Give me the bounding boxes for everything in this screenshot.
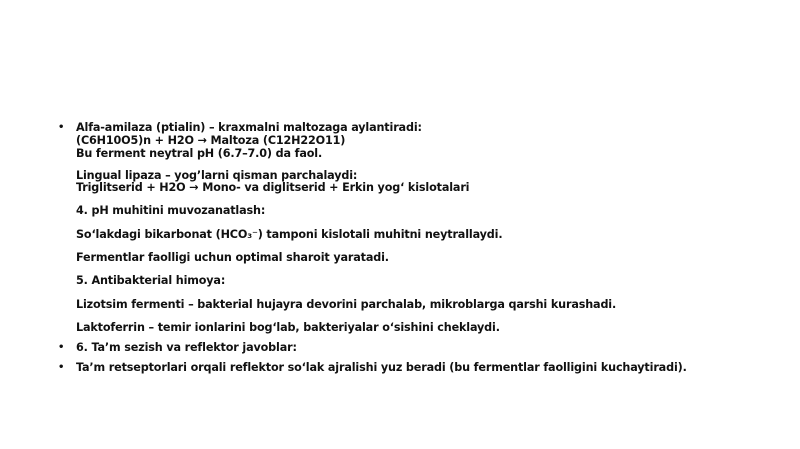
text-line: Laktoferrin – temir ionlarini bog‘lab, bakteriyalar o‘sishini cheklaydi. [76,321,500,334]
text-line: Triglitserid + H2O → Mono- va diglitserid + Erkin yog‘ kislotalari [76,181,470,194]
bullet-marker: • [58,362,65,373]
text-line: Alfa-amilaza (ptialin) – kraxmalni maltozaga aylantiradi: [76,121,422,134]
text-line: Bu ferment neytral pH (6.7–7.0) da faol. [76,147,323,160]
text-line: (C6H10O5)n + H2O → Maltoza (C12H22O11) [76,134,346,147]
section-heading: 5. Antibakterial himoya: [76,274,226,287]
text-line: Lingual lipaza – yog’larni qisman parchalaydi: [76,169,358,182]
text-line: So‘lakdagi bikarbonat (HCO₃⁻) tamponi kislotali muhitni neytrallaydi. [76,228,503,241]
text-line: Lizotsim fermenti – bakterial hujayra devorini parchalab, mikroblarga qarshi kurashadi. [76,298,617,311]
text-line: Fermentlar faolligi uchun optimal sharoit yaratadi. [76,251,389,264]
section-heading: 6. Ta’m sezish va reflektor javoblar: [76,341,297,354]
bullet-marker: • [58,122,65,133]
text-line: Ta’m retseptorlari orqali reflektor so‘lak ajralishi yuz beradi (bu fermentlar faolligini kuchaytiradi). [76,361,687,374]
bullet-marker: • [58,342,65,353]
section-heading: 4. pH muhitini muvozanatlash: [76,204,266,217]
